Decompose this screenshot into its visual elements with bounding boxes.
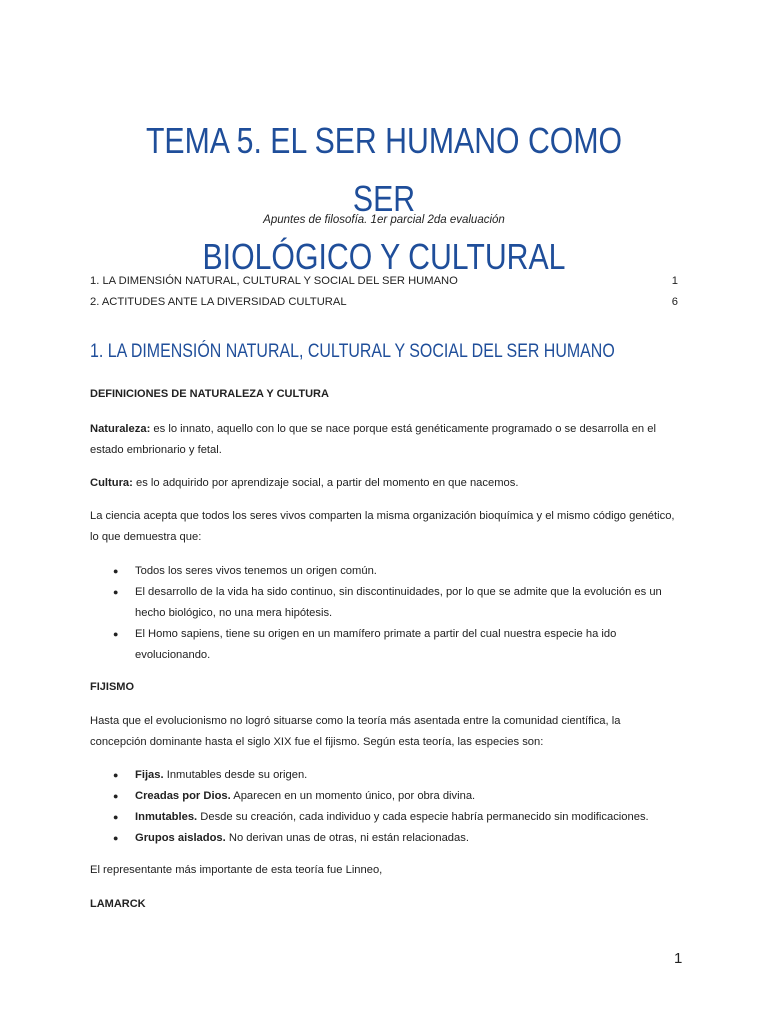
paragraph-cultura	[90, 473, 680, 494]
list-item-text: El Homo sapiens, tiene su origen en un mamífero primate a partir del cual nuestra especie ha ido evolucionando.	[135, 628, 617, 661]
toc-entry-label: 1. LA DIMENSIÓN NATURAL, CULTURAL Y SOCIAL DEL SER HUMANO	[90, 275, 458, 287]
list-item	[90, 561, 680, 582]
term: Creadas por Dios.	[135, 790, 231, 802]
list-item	[90, 807, 680, 828]
toc-entry-page: 1	[671, 275, 678, 287]
paragraph-fijismo: Hasta que el evolucionismo no logró situarse como la teoría más asentada entre la comunidad científica, la concepción dominante hasta el siglo XIX fue el fijismo. Según esta teoría, las especies son:	[90, 715, 621, 748]
bullet-icon: ●	[113, 566, 119, 576]
bullet-icon: ●	[113, 770, 119, 780]
list-item-text: Inmutables desde su origen.	[163, 769, 308, 781]
bullet-icon: ●	[113, 791, 119, 801]
list-item	[90, 624, 680, 666]
term: Cultura:	[90, 477, 133, 489]
toc-entry[interactable]	[90, 294, 678, 315]
bullet-icon: ●	[113, 587, 119, 597]
subsection-heading: FIJISMO	[90, 681, 135, 693]
document-subtitle: Apuntes de filosofía. 1er parcial 2da evaluación	[263, 214, 505, 226]
term: Inmutables.	[135, 811, 198, 823]
list-item-text: Aparecen en un momento único, por obra divina.	[230, 790, 476, 802]
list-item	[90, 765, 680, 786]
list-item-text: El desarrollo de la vida ha sido continuo, sin discontinuidades, por lo que se admite que la evolución es un hecho biológico, no una mera hipótesis.	[135, 586, 662, 619]
toc-entry-label: 2. ACTITUDES ANTE LA DIVERSIDAD CULTURAL	[90, 296, 347, 308]
bullet-icon: ●	[113, 833, 119, 843]
list-item-text: Desde su creación, cada individuo y cada especie habría permanecido sin modificaciones.	[197, 811, 649, 823]
list-item-text: Todos los seres vivos tenemos un origen común.	[135, 565, 377, 577]
list-item-text: No derivan unas de otras, ni están relacionadas.	[225, 832, 469, 844]
definition: es lo innato, aquello con lo que se nace porque está genéticamente programado o se desarrolla en el estado embrionario y fetal.	[90, 423, 656, 456]
term: Grupos aislados.	[135, 832, 226, 844]
term: Naturaleza:	[90, 423, 151, 435]
title-line-1: TEMA 5. EL SER HUMANO COMO SER	[145, 120, 623, 219]
paragraph-ciencia: La ciencia acepta que todos los seres vivos comparten la misma organización bioquímica y el mismo código genético, lo que demuestra que:	[90, 510, 675, 543]
subsection-heading: LAMARCK	[90, 898, 146, 910]
subsection-heading: DEFINICIONES DE NATURALEZA Y CULTURA	[90, 388, 329, 400]
definition: es lo adquirido por aprendizaje social, a partir del momento en que nacemos.	[132, 477, 519, 489]
bullet-icon: ●	[113, 629, 119, 639]
list-item	[90, 582, 680, 624]
bullet-icon: ●	[113, 812, 119, 822]
bullet-list	[90, 765, 680, 849]
toc-entry-page: 6	[671, 296, 678, 308]
list-item	[90, 828, 680, 849]
bullet-list	[90, 561, 680, 666]
title-line-2: BIOLÓGICO Y CULTURAL	[202, 236, 566, 277]
page-number: 1	[674, 950, 683, 967]
table-of-contents	[90, 273, 678, 315]
paragraph-linneo: El representante más importante de esta teoría fue Linneo,	[90, 864, 383, 876]
section-heading: 1. LA DIMENSIÓN NATURAL, CULTURAL Y SOCIAL DEL SER HUMANO	[90, 341, 615, 362]
document-title	[137, 112, 631, 286]
toc-entry[interactable]	[90, 273, 678, 294]
term: Fijas.	[135, 769, 164, 781]
list-item	[90, 786, 680, 807]
paragraph-naturaleza	[90, 419, 680, 461]
